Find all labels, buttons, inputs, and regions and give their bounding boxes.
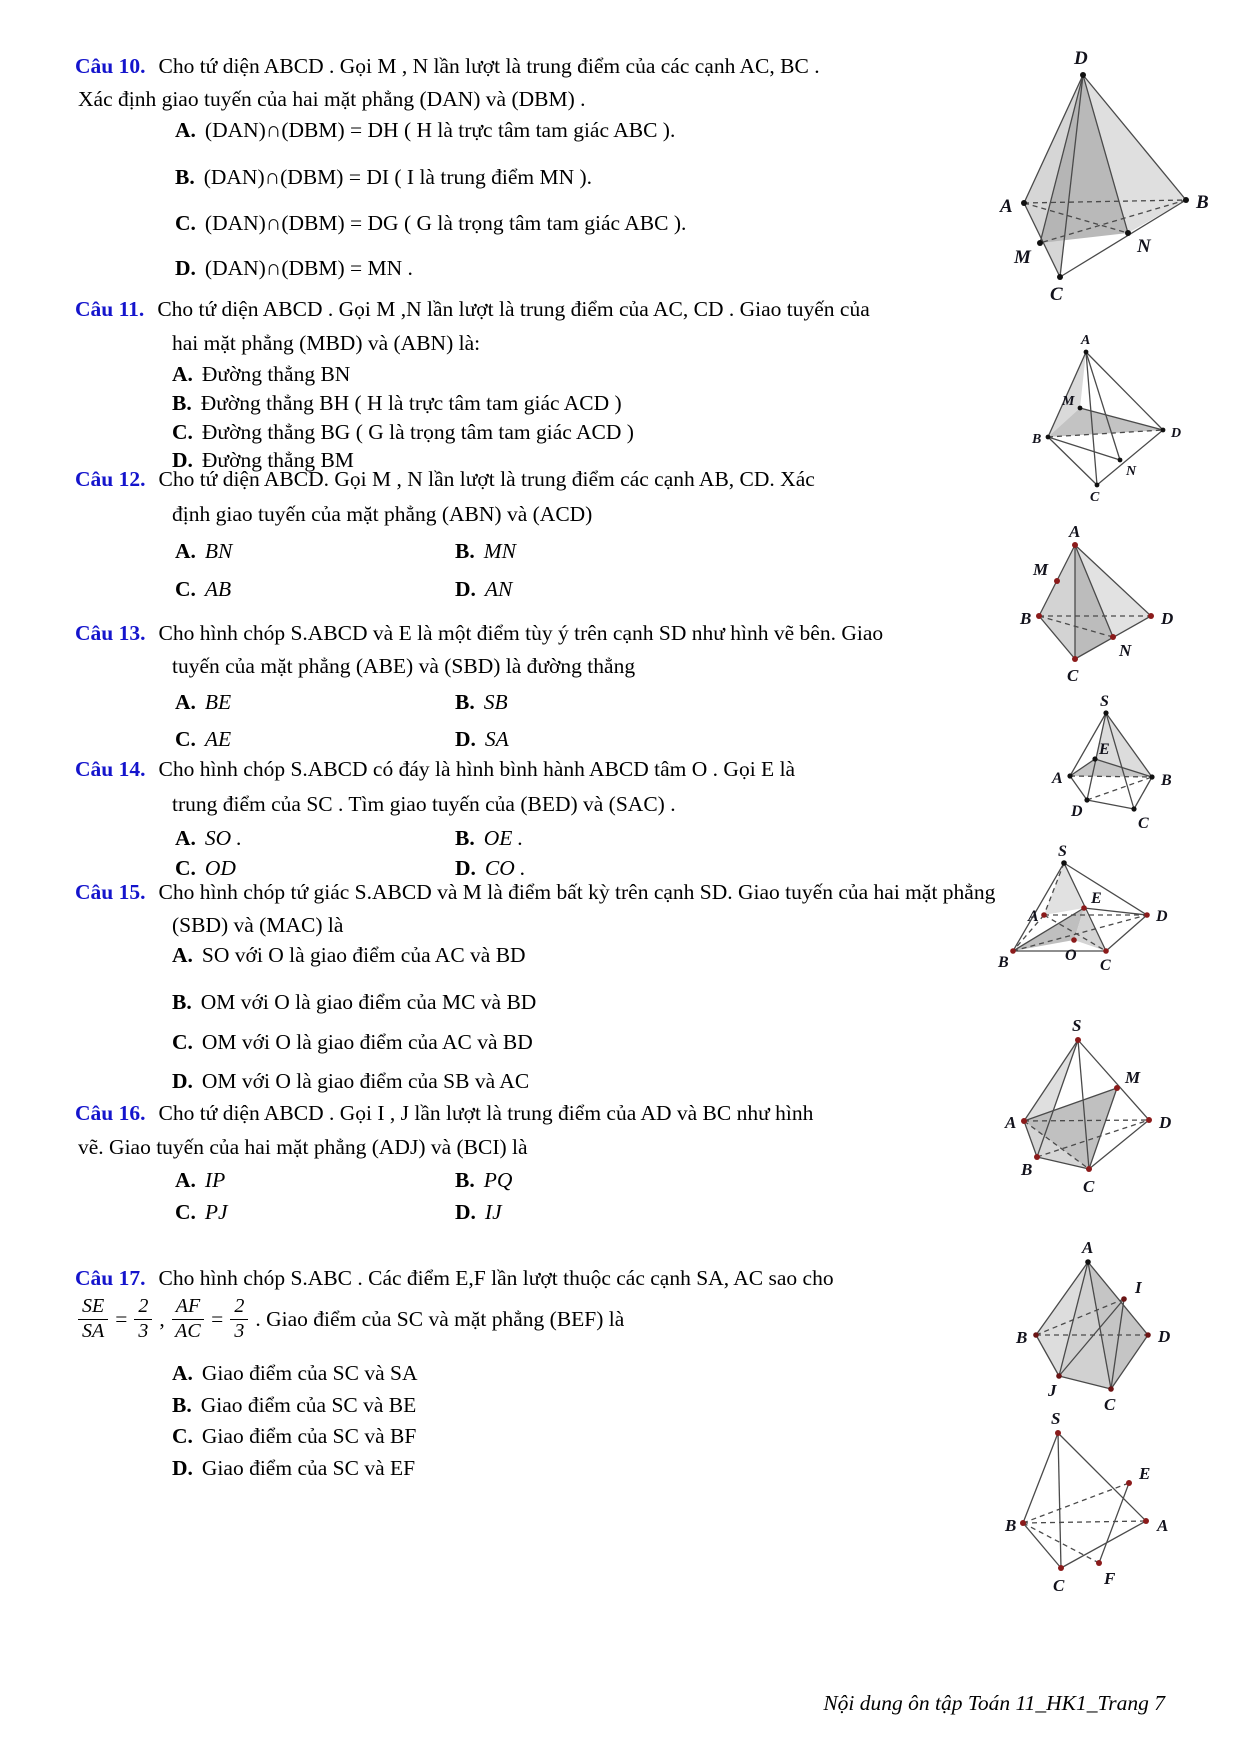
vertex-label: S [1051, 1409, 1061, 1428]
question-10-line2: Xác định giao tuyến của hai mặt phẳng (DAN) và (DBM) . [78, 87, 586, 111]
vertex-dot [1041, 912, 1047, 918]
vertex-label: A [1000, 196, 1013, 217]
question-11-text: Cho tứ diện ABCD . Gọi M ,N lần lượt là trung điểm của AC, CD . Giao tuyến của [157, 297, 870, 321]
diagram-cau-11 [1031, 333, 1181, 505]
vertex-label: D [1156, 908, 1168, 925]
vertex-dot [1078, 406, 1083, 411]
question-17-option-b: B. Giao điểm của SC và BE [172, 1393, 417, 1417]
vertex-label: S [1100, 693, 1109, 710]
vertex-dot [1020, 1520, 1026, 1526]
question-10-label: Câu 10. [75, 54, 146, 78]
question-14-label: Câu 14. [75, 757, 146, 781]
vertex-dot [1183, 197, 1189, 203]
question-15-line2: (SBD) và (MAC) là [172, 913, 344, 937]
vertex-dot [1072, 542, 1078, 548]
vertex-label: A [1005, 1113, 1017, 1132]
question-14-option-b: B. OE . [455, 826, 524, 850]
vertex-label: B [1016, 1328, 1028, 1347]
vertex-label: B [1005, 1516, 1017, 1535]
question-13-text: Cho hình chóp S.ABCD và E là một điểm tùy ý trên cạnh SD như hình vẽ bên. Giao [158, 621, 884, 645]
vertex-dot [1084, 350, 1089, 355]
vertex-dot [1086, 1166, 1092, 1172]
vertex-dot [1075, 1037, 1081, 1043]
vertex-dot [1131, 806, 1136, 811]
vertex-label: D [1171, 426, 1182, 441]
vertex-label: B [1032, 432, 1042, 447]
question-16-option-c: C. PJ [175, 1200, 228, 1224]
question-15-option-a: A. SO với O là giao điểm của AC và BD [172, 943, 526, 967]
hidden-edge [1023, 1521, 1146, 1523]
vertex-dot [1058, 1565, 1064, 1571]
question-17-option-c: C. Giao điểm của SC và BF [172, 1424, 417, 1448]
vertex-dot [1084, 797, 1089, 802]
vertex-dot [1061, 860, 1067, 866]
diagram-cau-14 [997, 843, 1168, 974]
diagram-cau-17 [1004, 1409, 1168, 1595]
edge [1023, 1523, 1061, 1568]
question-15-label: Câu 15. [75, 880, 146, 904]
question-17-option-a: A. Giao điểm của SC và SA [172, 1361, 418, 1385]
vertex-dot [1037, 240, 1043, 246]
vertex-label: B [1021, 1160, 1033, 1179]
vertex-dot [1161, 428, 1166, 433]
question-10-option-a: A. (DAN)∩(DBM) = DH ( H là trực tâm tam giác ABC ). [175, 118, 676, 142]
question-12-option-a: A. BN [175, 539, 233, 563]
vertex-label: N [1126, 464, 1137, 479]
vertex-dot [1126, 1480, 1132, 1486]
equals-sign-2: = [211, 1306, 224, 1331]
fraction-2-3: $\frac{2}{3}$ [134, 1296, 152, 1342]
vertex-dot [1095, 483, 1100, 488]
question-12-option-d: D. AN [455, 577, 513, 601]
question-16-label: Câu 16. [75, 1101, 146, 1125]
hidden-edge [1087, 777, 1152, 800]
question-13-option-d: D. SA [455, 727, 509, 751]
vertex-label: I [1135, 1278, 1142, 1297]
vertex-label: E [1091, 890, 1102, 907]
fraction-se-sa: $\frac{SE}{SA}$ [78, 1296, 108, 1342]
question-13-option-a: A. BE [175, 690, 232, 714]
vertex-label: A [1082, 1238, 1094, 1257]
diagram-cau-13 [1051, 693, 1172, 832]
vertex-label: M [1125, 1068, 1141, 1087]
fraction-2-3-second: $\frac{2}{3}$ [230, 1296, 248, 1342]
vertex-label: S [1058, 843, 1067, 860]
question-12-label: Câu 12. [75, 467, 146, 491]
edge [1087, 800, 1134, 809]
vertex-label: C [1083, 1177, 1095, 1196]
vertex-dot [1033, 1332, 1039, 1338]
vertex-label: B [1196, 192, 1209, 213]
vertex-label: C [1104, 1395, 1116, 1414]
edge [1099, 1483, 1129, 1563]
question-16-option-a: A. IP [175, 1168, 226, 1192]
vertex-dot [1067, 773, 1072, 778]
vertex-label: D [1158, 1327, 1171, 1346]
fraction-af-ac: $\frac{AF}{AC}$ [172, 1296, 204, 1342]
question-15-option-b: B. OM với O là giao điểm của MC và BD [172, 990, 537, 1014]
vertex-label: O [1065, 947, 1077, 964]
vertex-label: C [1053, 1576, 1065, 1595]
question-13-label: Câu 13. [75, 621, 146, 645]
vertex-label: N [1119, 641, 1132, 660]
edge [1070, 776, 1087, 800]
vertex-dot [1096, 1560, 1102, 1566]
question-15-option-c: C. OM với O là giao điểm của AC và BD [172, 1030, 533, 1054]
vertex-dot [1144, 912, 1150, 918]
vertex-label: C [1100, 957, 1111, 974]
question-14-text: Cho hình chóp S.ABCD có đáy là hình bình hành ABCD tâm O . Gọi E là [158, 757, 796, 781]
vertex-label: E [1139, 1464, 1151, 1483]
vertex-label: M [1014, 247, 1031, 268]
question-11-option-c: C. Đường thẳng BG ( G là trọng tâm tam giác ACD ) [172, 420, 634, 444]
question-16-text: Cho tứ diện ABCD . Gọi I , J lần lượt là trung điểm của AD và BC như hình [158, 1101, 814, 1125]
question-16-line2: vẽ. Giao tuyến của hai mặt phẳng (ADJ) và (BCI) là [78, 1135, 528, 1159]
vertex-label: A [1052, 770, 1063, 787]
vertex-dot [1121, 1296, 1127, 1302]
vertex-dot [1143, 1518, 1149, 1524]
vertex-label: A [1069, 522, 1081, 541]
question-15-text: Cho hình chóp tứ giác S.ABCD và M là điểm bất kỳ trên cạnh SD. Giao tuyến của hai mặt phẳng [158, 880, 996, 904]
vertex-label: C [1090, 490, 1100, 505]
question-13-option-b: B. SB [455, 690, 508, 714]
vertex-label: A [1081, 333, 1091, 348]
vertex-label: S [1072, 1016, 1082, 1035]
question-13-line2: tuyến của mặt phẳng (ABE) và (SBD) là đường thẳng [172, 654, 636, 678]
vertex-dot [1092, 756, 1097, 761]
vertex-label: D [1159, 1113, 1172, 1132]
vertex-label: M [1062, 394, 1075, 409]
question-12-line2: định giao tuyến của mặt phẳng (ABN) và (ACD) [172, 502, 593, 526]
vertex-dot [1108, 1386, 1114, 1392]
question-16-option-b: B. PQ [455, 1168, 513, 1192]
vertex-label: N [1137, 236, 1151, 257]
edge [1023, 1433, 1058, 1523]
question-10-option-c: C. (DAN)∩(DBM) = DG ( G là trọng tâm tam giác ABC ). [175, 211, 687, 235]
vertex-label: B [1161, 772, 1172, 789]
diagram-cau-15 [1004, 1016, 1171, 1196]
vertex-label: B [1020, 609, 1032, 628]
formula-tail: . Giao điểm của SC và mặt phẳng (BEF) là [255, 1306, 625, 1331]
question-14-option-d: D. CO . [455, 856, 526, 880]
edge [1061, 1521, 1146, 1568]
vertex-dot [1114, 1085, 1120, 1091]
question-12-text: Cho tứ diện ABCD. Gọi M , N lần lượt là trung điểm các cạnh AB, CD. Xác [158, 467, 815, 491]
vertex-dot [1110, 634, 1116, 640]
vertex-dot [1071, 937, 1077, 943]
vertex-dot [1103, 710, 1108, 715]
vertex-dot [1118, 458, 1123, 463]
vertex-dot [1080, 72, 1086, 78]
vertex-label: D [1071, 803, 1083, 820]
question-12-option-b: B. MN [455, 539, 516, 563]
question-17-option-d: D. Giao điểm của SC và EF [172, 1456, 416, 1480]
vertex-dot [1010, 948, 1016, 954]
vertex-dot [1125, 230, 1131, 236]
vertex-dot [1055, 1430, 1061, 1436]
comma: , [159, 1306, 165, 1331]
question-13-option-c: C. AE [175, 727, 232, 751]
vertex-dot [1085, 1259, 1091, 1265]
diagram-cau-12 [1019, 522, 1173, 685]
question-12-option-c: C. AB [175, 577, 232, 601]
vertex-label: D [1074, 48, 1088, 69]
question-14-line2: trung điểm của SC . Tìm giao tuyến của (BED) và (SAC) . [172, 792, 676, 816]
question-11-option-a: A. Đường thẳng BN [172, 362, 351, 386]
vertex-dot [1057, 274, 1063, 280]
shaded-face [1044, 863, 1084, 915]
edge [1048, 437, 1120, 460]
question-11-line2: hai mặt phẳng (MBD) và (ABN) là: [172, 331, 481, 355]
edge [1134, 777, 1152, 809]
question-11-option-b: B. Đường thẳng BH ( H là trực tâm tam giác ACD ) [172, 391, 622, 415]
vertex-dot [1036, 613, 1042, 619]
vertex-label: C [1067, 666, 1079, 685]
vertex-dot [1054, 578, 1060, 584]
edge [1058, 1433, 1061, 1568]
question-14-option-c: C. OD [175, 856, 236, 880]
vertex-dot [1021, 200, 1027, 206]
equals-sign: = [115, 1306, 128, 1331]
question-17-text: Cho hình chóp S.ABC . Các điểm E,F lần lượt thuộc các cạnh SA, AC sao cho [158, 1266, 834, 1290]
vertex-dot [1148, 613, 1154, 619]
vertex-label: J [1048, 1381, 1057, 1400]
question-15-option-d: D. OM với O là giao điểm của SB và AC [172, 1069, 530, 1093]
vertex-label: E [1099, 741, 1110, 758]
question-14-option-a: A. SO . [175, 826, 242, 850]
vertex-dot [1103, 948, 1109, 954]
question-10-option-b: B. (DAN)∩(DBM) = DI ( I là trung điểm MN ). [175, 165, 593, 189]
vertex-label: D [1161, 609, 1174, 628]
vertex-dot [1046, 435, 1051, 440]
question-16-option-d: D. IJ [455, 1200, 502, 1224]
vertex-dot [1145, 1332, 1151, 1338]
question-11-option-d: D. Đường thẳng BM [172, 448, 354, 472]
vertex-label: B [998, 954, 1009, 971]
vertex-label: C [1138, 815, 1149, 832]
vertex-dot [1149, 774, 1154, 779]
question-10-option-d: D. (DAN)∩(DBM) = MN . [175, 256, 413, 280]
edge [1058, 1433, 1146, 1521]
vertex-dot [1034, 1154, 1040, 1160]
vertex-label: C [1050, 284, 1063, 305]
vertex-label: M [1033, 560, 1049, 579]
vertex-dot [1081, 905, 1087, 911]
vertex-dot [1146, 1117, 1152, 1123]
diagram-cau-16 [1015, 1238, 1170, 1414]
vertex-label: F [1104, 1569, 1116, 1588]
vertex-dot [1021, 1118, 1027, 1124]
vertex-label: A [1157, 1516, 1169, 1535]
question-10-text: Cho tứ diện ABCD . Gọi M , N lần lượt là trung điểm của các cạnh AC, BC . [158, 54, 820, 78]
page-footer: Nội dung ôn tập Toán 11_HK1_Trang 7 [823, 1691, 1165, 1715]
question-17-label: Câu 17. [75, 1266, 146, 1290]
vertex-label: A [1028, 908, 1039, 925]
vertex-dot [1056, 1373, 1062, 1379]
diagram-cau-10 [999, 48, 1209, 305]
question-11-label: Câu 11. [75, 297, 145, 321]
vertex-dot [1072, 656, 1078, 662]
